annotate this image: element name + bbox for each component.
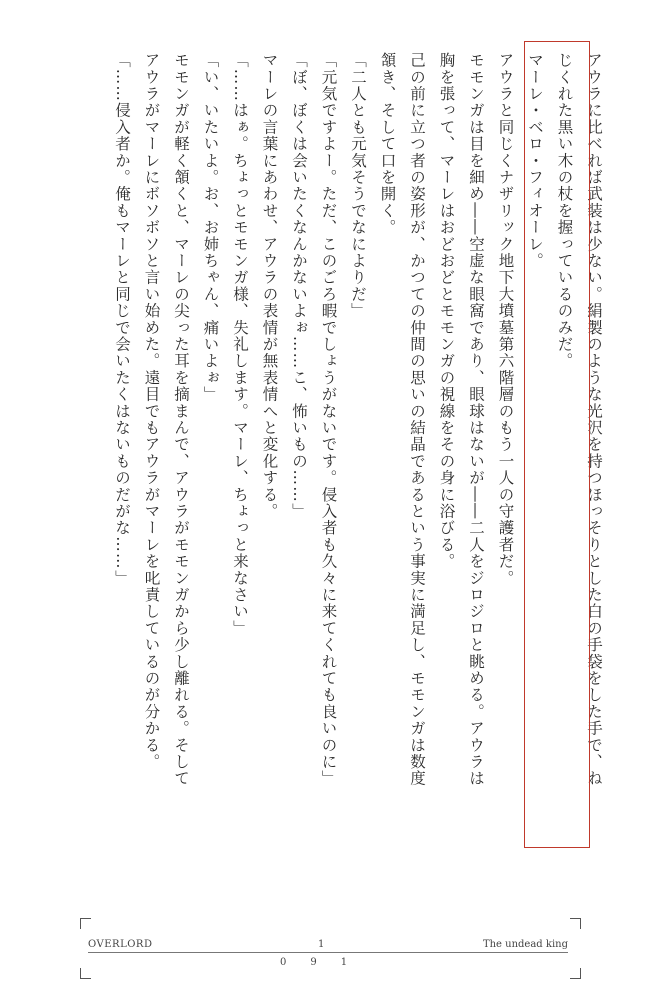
crop-mark: [570, 918, 581, 929]
text-line: 「二人とも元気そうでなによりだ」: [349, 52, 367, 320]
crop-mark: [570, 968, 581, 979]
vertical-text-body: [48, 52, 608, 842]
text-line: 頷き、そして口を開く。: [378, 52, 397, 236]
text-line: 「……はぁ。ちょっとモモンガ様、失礼します。マーレ、ちょっと来なさい」: [231, 52, 249, 637]
text-line: マーレ・ベロ・フィオーレ。: [526, 52, 544, 270]
footer-series-title: OVERLORD: [88, 939, 153, 950]
text-line: 胸を張って、マーレはおどおどとモモンガの視線をその身に浴びる。: [437, 52, 456, 570]
text-line: 己の前に立つ者の姿形が、かつての仲間の思いの結晶であるという事実に満足し、モモンガは数度: [408, 52, 426, 787]
text-line: 「ぼ、ぼくは会いたくなんかないよぉ……こ、怖いもの……」: [290, 52, 308, 520]
text-line: 「……侵入者か。俺もマーレと同じで会いたくはないものだがな……」: [113, 52, 131, 587]
page-footer: [88, 936, 568, 953]
crop-mark: [80, 968, 91, 979]
text-line: アウラがマーレにボソボソと言い始めた。遠目でもアウラがマーレを叱責しているのが分かる。: [142, 52, 161, 771]
text-line: 「元気ですよー。ただ、このごろ暇でしょうがないです。侵入者も久々に来てくれても良いのに」: [319, 52, 338, 787]
crop-mark: [80, 918, 91, 929]
text-line: モモンガは目を細め――空虚な眼窩であり、眼球はないが――二人をジロジロと眺める。アウラは: [467, 52, 485, 787]
text-line: モモンガが軽く頷くと、マーレの尖った耳を摘まんで、アウラがモモンガから少し離れる。そして: [172, 52, 190, 787]
text-line: アウラに比べれば武装は少ない。絹製のような光沢を持つほっそりとした白の手袋をした手で、ね: [585, 52, 603, 787]
footer-volume: 1: [318, 939, 325, 950]
footer-book-title: The undead king: [482, 939, 568, 950]
text-line: じくれた黒い木の杖を握っているのみだ。: [555, 52, 574, 370]
text-line: 「い、いたいよ。お、お姉ちゃん、痛いよぉ」: [201, 52, 220, 403]
page-number: 091: [280, 957, 372, 968]
text-line: アウラと同じくナザリック地下大墳墓第六階層のもう一人の守護者だ。: [496, 52, 515, 587]
text-line: マーレの言葉にあわせ、アウラの表情が無表情へと変化する。: [260, 52, 279, 520]
